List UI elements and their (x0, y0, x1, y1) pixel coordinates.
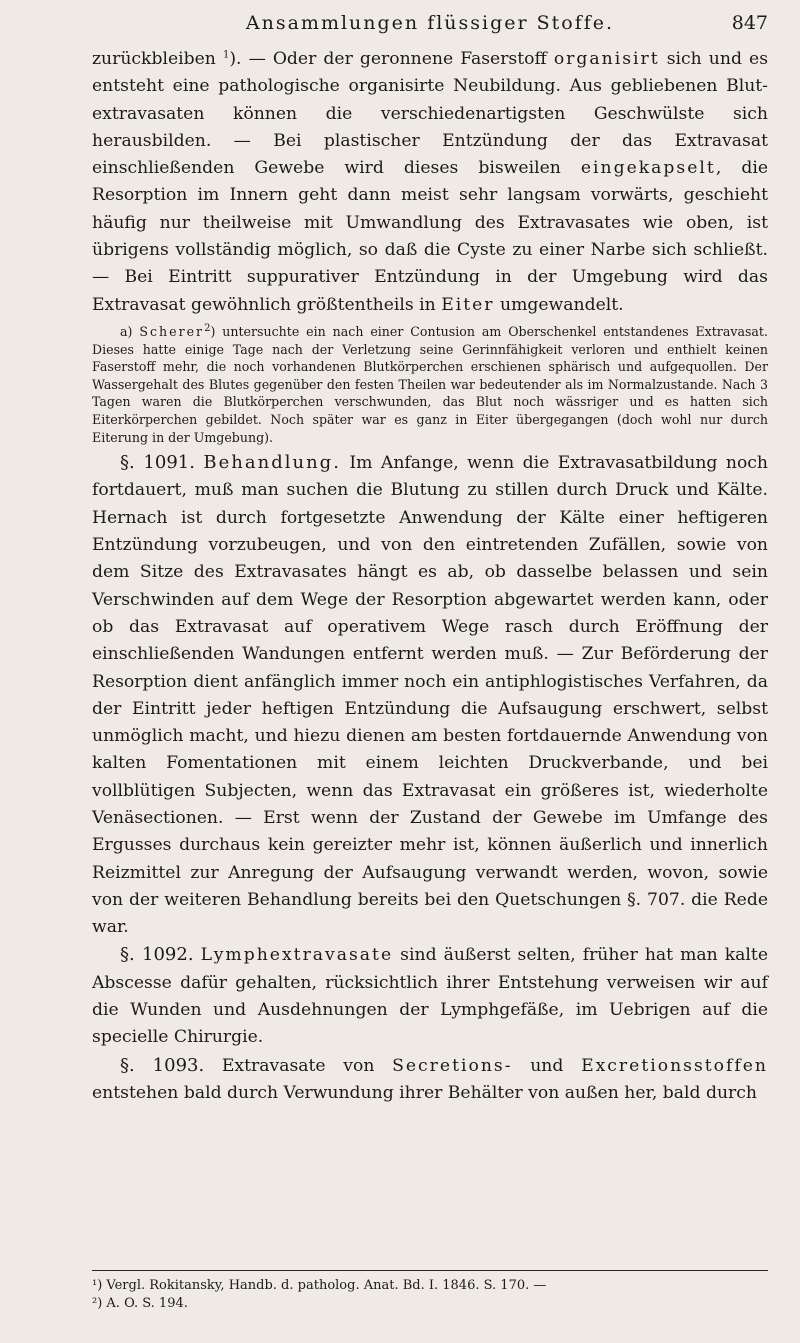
text-run: Extravasate von (204, 1055, 393, 1076)
note-label: a) (120, 323, 140, 339)
footnotes (92, 1270, 768, 1313)
text-run: und (512, 1055, 582, 1076)
section-1093 (92, 1052, 768, 1108)
note-a-scherer (92, 323, 768, 446)
spaced-term-eingekapselt: eingekapselt (580, 158, 716, 179)
text-run: sich und es entsteht eine pathologische organisirte Neubildung. Aus gebliebenen Blut-extravasaten können die verschiedenartigsten Geschwülste sich herausbilden. — Bei plastischer Entzündung der das Extravasat einschließenden Gewebe wird dieses bisweilen (92, 49, 769, 179)
section-heading: Behandlung. (203, 452, 341, 474)
text-run: ). — Oder der geronnene Faserstoff (229, 49, 554, 69)
spaced-term-organisirt: organisirt (553, 49, 660, 69)
section-number: §. 1092. (120, 944, 194, 966)
footnote-ref-1: 1 (222, 49, 230, 61)
section-text: sind äußerst selten, früher hat man kalte Abscesse dafür gehalten, rücksichtlich ihrer Entstehung verweisen wir auf die Wunden und Ausdehnungen der Lymphgefäße, im Uebrigen auf die specielle Chirurgie. (92, 945, 768, 1048)
section-1091 (92, 449, 768, 941)
section-number: §. 1091. (120, 452, 195, 474)
text-run: umgewandelt. (494, 294, 624, 315)
author-name: Scherer (139, 323, 205, 339)
spaced-term-eiter: Eiter (441, 294, 495, 315)
page-number: 847 (731, 12, 768, 34)
spaced-term-excretionsstoffen: Excretionsstoffen (581, 1055, 768, 1076)
section-1092 (92, 941, 768, 1051)
note-text: ) untersuchte ein nach einer Contusion am Oberschenkel entstandenes Extravasat. Dieses hatte einige Tage nach der Verletzung seine Gerinnfähigkeit verloren und enthielt keinen Faserstoff mehr, die noch vorhandenen Blutkörperchen erschienen sphärisch und aufgequollen. Der Wassergehalt des Blutes gegenüber den festen Theilen war bedeutender als im Normalzustande. Nach 3 Tagen waren die Blutkörperchen verschwunden, das Blut noch wässriger und es hatten sich Eiterkörperchen gebildet. Noch später war es ganz in Eiter übergegangen (doch wohl nur durch Eiterung in der Umgebung). (92, 323, 768, 445)
text-run: , die Resorption im Innern geht dann meist sehr langsam vorwärts, geschieht häufig nur theilweise mit Umwandlung des Extravasates wie oben, ist übrigens vollständig möglich, so daß die Cyste zu einer Narbe sich schließt. — Bei Eintritt suppurativer Entzündung in der Umgebung wird das Extravasat gewöhnlich größtentheils in (92, 158, 768, 315)
paragraph-resorption-outcomes (92, 46, 768, 319)
footnote-ref-2: 2 (204, 322, 211, 334)
footnote-1: ¹) Vergl. Rokitansky, Handb. d. patholog. Anat. Bd. I. 1846. S. 170. — (92, 1278, 547, 1293)
text-run: zurückbleiben (92, 49, 223, 69)
section-number: §. 1093. (120, 1054, 205, 1076)
body-text (92, 46, 768, 1107)
footnote-2: ²) A. O. S. 194. (92, 1296, 188, 1311)
section-heading: Lymphextravasate (200, 945, 394, 966)
running-title: Ansammlungen flüssiger Stoffe. (245, 12, 615, 34)
section-text: Im Anfange, wenn die Extravasatbildung noch fortdauert, muß man suchen die Blutung zu stillen durch Druck und Kälte. Hernach ist durch fortgesetzte Anwendung der Kälte einer heftigeren Entzündung vorzubeugen, und von den eintretenden Zufällen, sowie von dem Sitze des Extravasates hängt es ab, ob dasselbe belassen und sein Verschwinden auf dem Wege der Resorption abgewartet werden kann, oder ob das Extravasat auf operativem Wege rasch durch Eröffnung der einschließenden Wandungen entfernt werden muß. — Zur Beförderung der Resorption dient anfänglich immer noch ein antiphlogistisches Verfahren, da der Eintritt jeder heftigen Entzündung die Aufsaugung erschwert, selbst unmöglich macht, und hiezu dienen am besten fortdauernde Anwendung von kalten Fomentationen mit einem leichten Druckverbande, und bei vollblütigen Subjecten, wenn das Extravasat ein größeres ist, wiederholte Venäsectionen. — Erst wenn der Zustand der Gewebe im Umfange des Ergusses durchaus kein gereizter mehr ist, können äußerlich und innerlich Reizmittel zur Anregung der Aufsaugung verwandt werden, wovon, sowie von der weiteren Behandlung bereits bei den Quetschungen §. 707. die Rede war. (92, 453, 768, 938)
spaced-term-secretions: Secretions- (392, 1055, 513, 1076)
text-run: entstehen bald durch Verwundung ihrer Behälter von außen her, bald durch (92, 1082, 757, 1103)
running-head (92, 12, 768, 40)
